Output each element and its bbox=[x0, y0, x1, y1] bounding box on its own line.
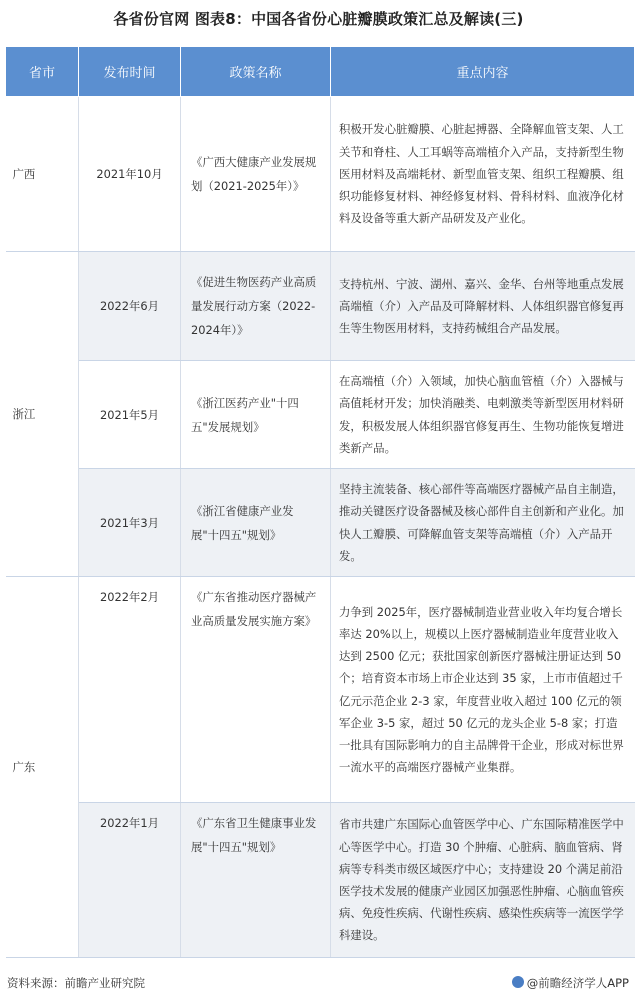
header-province: 省市 bbox=[6, 47, 79, 97]
policy-cell: 《浙江省健康产业发展"十四五"规划》 bbox=[181, 469, 331, 577]
policy-cell: 《浙江医药产业"十四五"发展规划》 bbox=[181, 361, 331, 469]
policy-table bbox=[5, 46, 635, 958]
date-cell: 2022年2月 bbox=[79, 577, 181, 803]
header-content: 重点内容 bbox=[331, 47, 635, 97]
qianzhan-logo-icon bbox=[512, 976, 524, 988]
content-cell: 支持杭州、宁波、湖州、嘉兴、金华、台州等地重点发展高端植（介）入产品及可降解材料、人体组织器官修复再生等生物医用材料，支持药械组合产品发展。 bbox=[331, 252, 635, 361]
policy-cell: 《广东省卫生健康事业发展"十四五"规划》 bbox=[181, 803, 331, 958]
brand-label: @前瞻经济学人APP bbox=[526, 976, 629, 990]
content-cell: 力争到 2025年，医疗器械制造业营业收入年均复合增长率达 20%以上，规模以上医疗器械制造业年度营业收入达到 2500 亿元；获批国家创新医疗器械注册证达到 50 个；培育资本市场上市企业达到 35 家，上市市值超过千亿元示范企业 2-3 家，年度营业收入超过 100 亿元的领军企业 3-5 家，超过 50 亿元的龙头企业 5-8 家；打造一批具有国际影响力的自主品牌骨干企业，形成对标世界一流水平的高端医疗器械产业集群。 bbox=[331, 577, 635, 803]
table-row bbox=[6, 803, 635, 958]
header-date: 发布时间 bbox=[79, 47, 181, 97]
policy-cell: 《广东省推动医疗器械产业高质量发展实施方案》 bbox=[181, 577, 331, 803]
date-cell: 2021年10月 bbox=[79, 97, 181, 252]
table-row bbox=[6, 469, 635, 577]
policy-cell: 《广西大健康产业发展规划（2021-2025年）》 bbox=[181, 97, 331, 252]
table-row bbox=[6, 361, 635, 469]
province-cell: 广东 bbox=[6, 577, 79, 958]
content-cell: 在高端植（介）入领域，加快心脑血管植（介）入器械与高值耗材开发；加快消融类、电刺激类等新型医用材料研发，积极发展人体组织器官修复再生、生物功能恢复增进类新产品。 bbox=[331, 361, 635, 469]
table-header-row bbox=[6, 47, 635, 97]
province-cell: 广西 bbox=[6, 97, 79, 252]
date-cell: 2021年5月 bbox=[79, 361, 181, 469]
content-cell: 积极开发心脏瓣膜、心脏起搏器、全降解血管支架、人工关节和脊柱、人工耳蜗等高端植介入产品，支持新型生物医用材料及高端耗材、新型血管支架、组织工程瓣膜、组织功能修复材料、神经修复材料、骨科材料、血液净化材料及设备等重大新产品研发及产业化。 bbox=[331, 97, 635, 252]
header-policy: 政策名称 bbox=[181, 47, 331, 97]
policy-cell: 《促进生物医药产业高质量发展行动方案（2022-2024年）》 bbox=[181, 252, 331, 361]
table-row bbox=[6, 97, 635, 252]
brand-credit bbox=[512, 975, 629, 991]
source-note: 资料来源：前瞻产业研究院 bbox=[7, 976, 145, 990]
page-title: 各省份官网 图表8：中国各省份心脏瓣膜政策汇总及解读(三) bbox=[113, 10, 524, 28]
date-cell: 2022年6月 bbox=[79, 252, 181, 361]
province-cell: 浙江 bbox=[6, 252, 79, 577]
table-row bbox=[6, 252, 635, 361]
date-cell: 2021年3月 bbox=[79, 469, 181, 577]
content-cell: 省市共建广东国际心血管医学中心、广东国际精准医学中心等医学中心。打造 30 个肿瘤、心脏病、脑血管病、肾病等专科类市级区域医疗中心；支持建设 20 个满足前沿医学技术发展的健康产业园区加强恶性肿瘤、心脑血管疾病、免疫性疾病、代谢性疾病、感染性疾病等一流医学学科建设。 bbox=[331, 803, 635, 958]
content-cell: 坚持主流装备、核心部件等高端医疗器械产品自主制造，推动关键医疗设备器械及核心部件自主创新和产业化。加快人工瓣膜、可降解血管支架等高端植（介）入产品开发。 bbox=[331, 469, 635, 577]
table-row bbox=[6, 577, 635, 803]
date-cell: 2022年1月 bbox=[79, 803, 181, 958]
